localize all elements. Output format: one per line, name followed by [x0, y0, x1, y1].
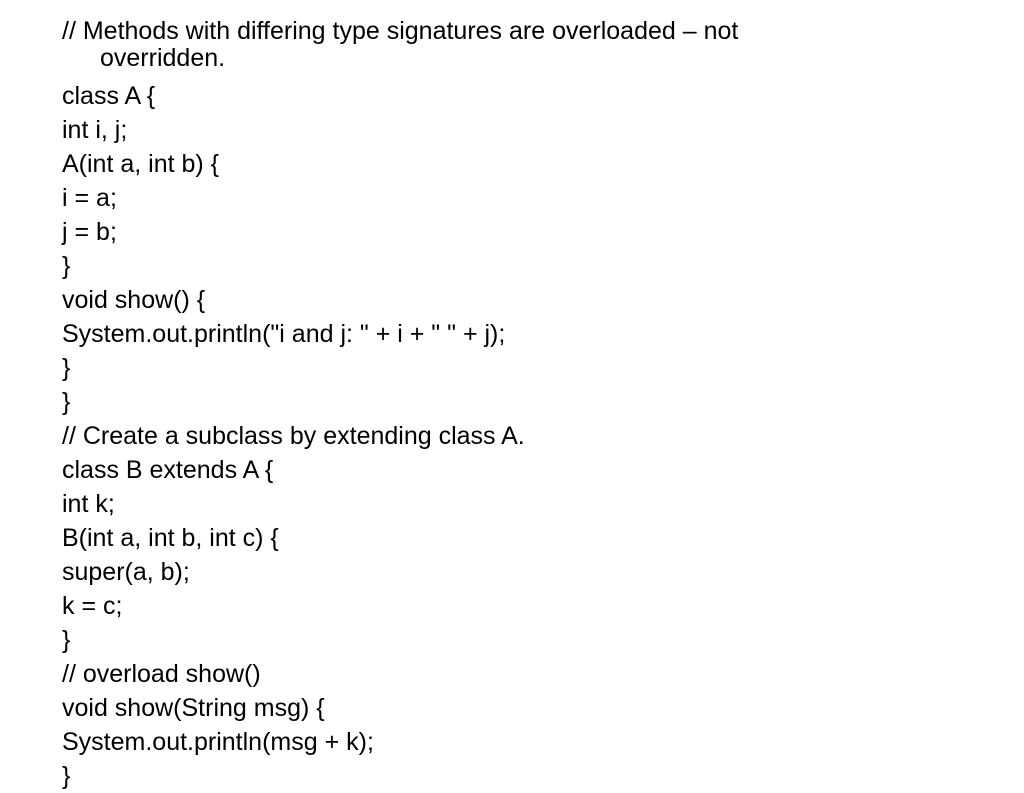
code-line: j = b; [62, 218, 117, 246]
code-line: } [62, 388, 71, 416]
code-listing [62, 18, 962, 793]
code-line: k = c; [62, 592, 123, 620]
code-line: } [62, 762, 71, 790]
code-line: class A { [62, 82, 156, 110]
code-line: A(int a, int b) { [62, 150, 220, 178]
code-line: void show(String msg) { [62, 694, 325, 722]
code-line: } [62, 354, 71, 382]
code-line: System.out.println(msg + k); [62, 728, 374, 756]
code-comment-line [62, 18, 862, 79]
code-line: void show() { [62, 286, 206, 314]
code-line-continuation: overridden. [100, 44, 226, 72]
code-line: // overload show() [62, 660, 261, 688]
code-line: int i, j; [62, 116, 128, 144]
code-line: i = a; [62, 184, 117, 212]
code-line-text: // Methods with differing type signatures are overloaded – not [62, 17, 739, 45]
code-line: // Create a subclass by extending class A. [62, 422, 525, 450]
code-line: int k; [62, 490, 115, 518]
code-line: class B extends A { [62, 456, 274, 484]
code-line: } [62, 626, 71, 654]
code-line: } [62, 252, 71, 280]
code-line: System.out.println("i and j: " + i + " " + j); [62, 320, 506, 348]
code-line: super(a, b); [62, 558, 190, 586]
code-line: B(int a, int b, int c) { [62, 524, 279, 552]
